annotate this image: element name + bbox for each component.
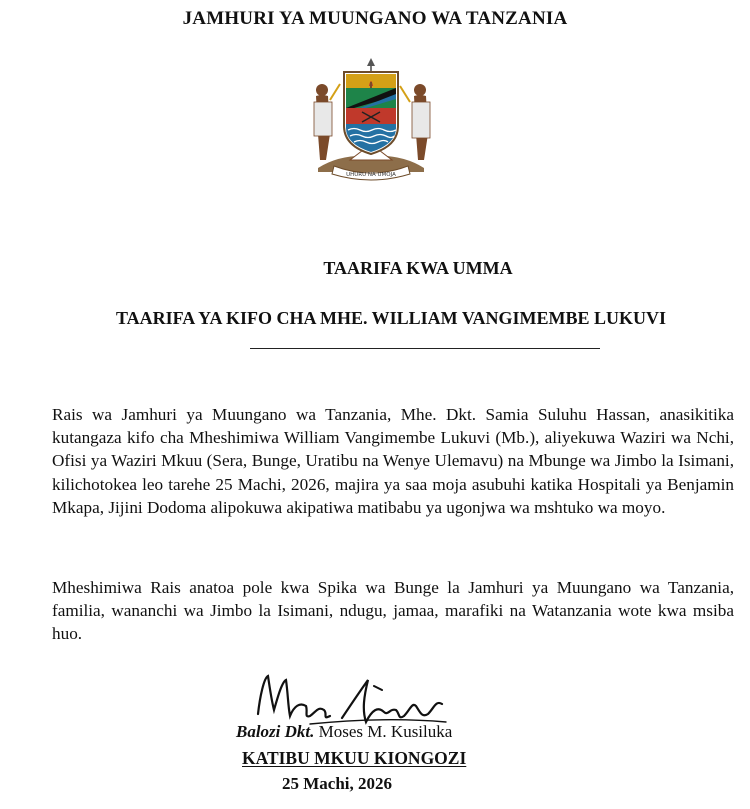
signatory-position: KATIBU MKUU KIONGOZI: [242, 748, 467, 768]
signatory-name: [236, 722, 452, 742]
notice-heading: TAARIFA KWA UMMA: [323, 258, 513, 278]
emblem-motto: UHURU NA UMOJA: [346, 172, 396, 178]
tanzania-coat-of-arms-icon: [300, 56, 442, 184]
body-paragraph-2: Mheshimiwa Rais anatoa pole kwa Spika wa Bunge la Jamhuri ya Muungano wa Tanzania, familia, wananchi wa Jimbo la Isimani, ndugu, jamaa, marafiki na Watanzania wote kwa msiba huo.: [52, 578, 734, 644]
signatory-date: 25 Machi, 2026: [282, 774, 393, 793]
signatory-full-name: Moses M. Kusiluka: [318, 722, 453, 741]
document-header-title: JAMHURI YA MUUNGANO WA TANZANIA: [182, 8, 568, 29]
signatory-title: Balozi Dkt.: [236, 722, 315, 741]
body-paragraph-1: Rais wa Jamhuri ya Muungano wa Tanzania, Mhe. Dkt. Samia Suluhu Hassan, anasikitika kutangaza kifo cha Mheshimiwa William Vangimembe Lukuvi (Mb.), aliyekuwa Waziri wa Nchi, Ofisi ya Waziri Mkuu (Sera, Bunge, Uratibu na Wenye Ulemavu) na Mbunge wa Jimbo la Isimani, kilichotokea leo tarehe 25 Machi, 2026, majira ya saa moja asubuhi katika Hospitali ya Benjamin Mkapa, Jijini Dodoma alipokuwa akipatiwa matibabu ya ugonjwa wa mshtuko wa moyo.: [52, 405, 734, 517]
divider-line: [250, 348, 600, 349]
notice-subject: TAARIFA YA KIFO CHA MHE. WILLIAM VANGIMEMBE LUKUVI: [115, 308, 667, 328]
